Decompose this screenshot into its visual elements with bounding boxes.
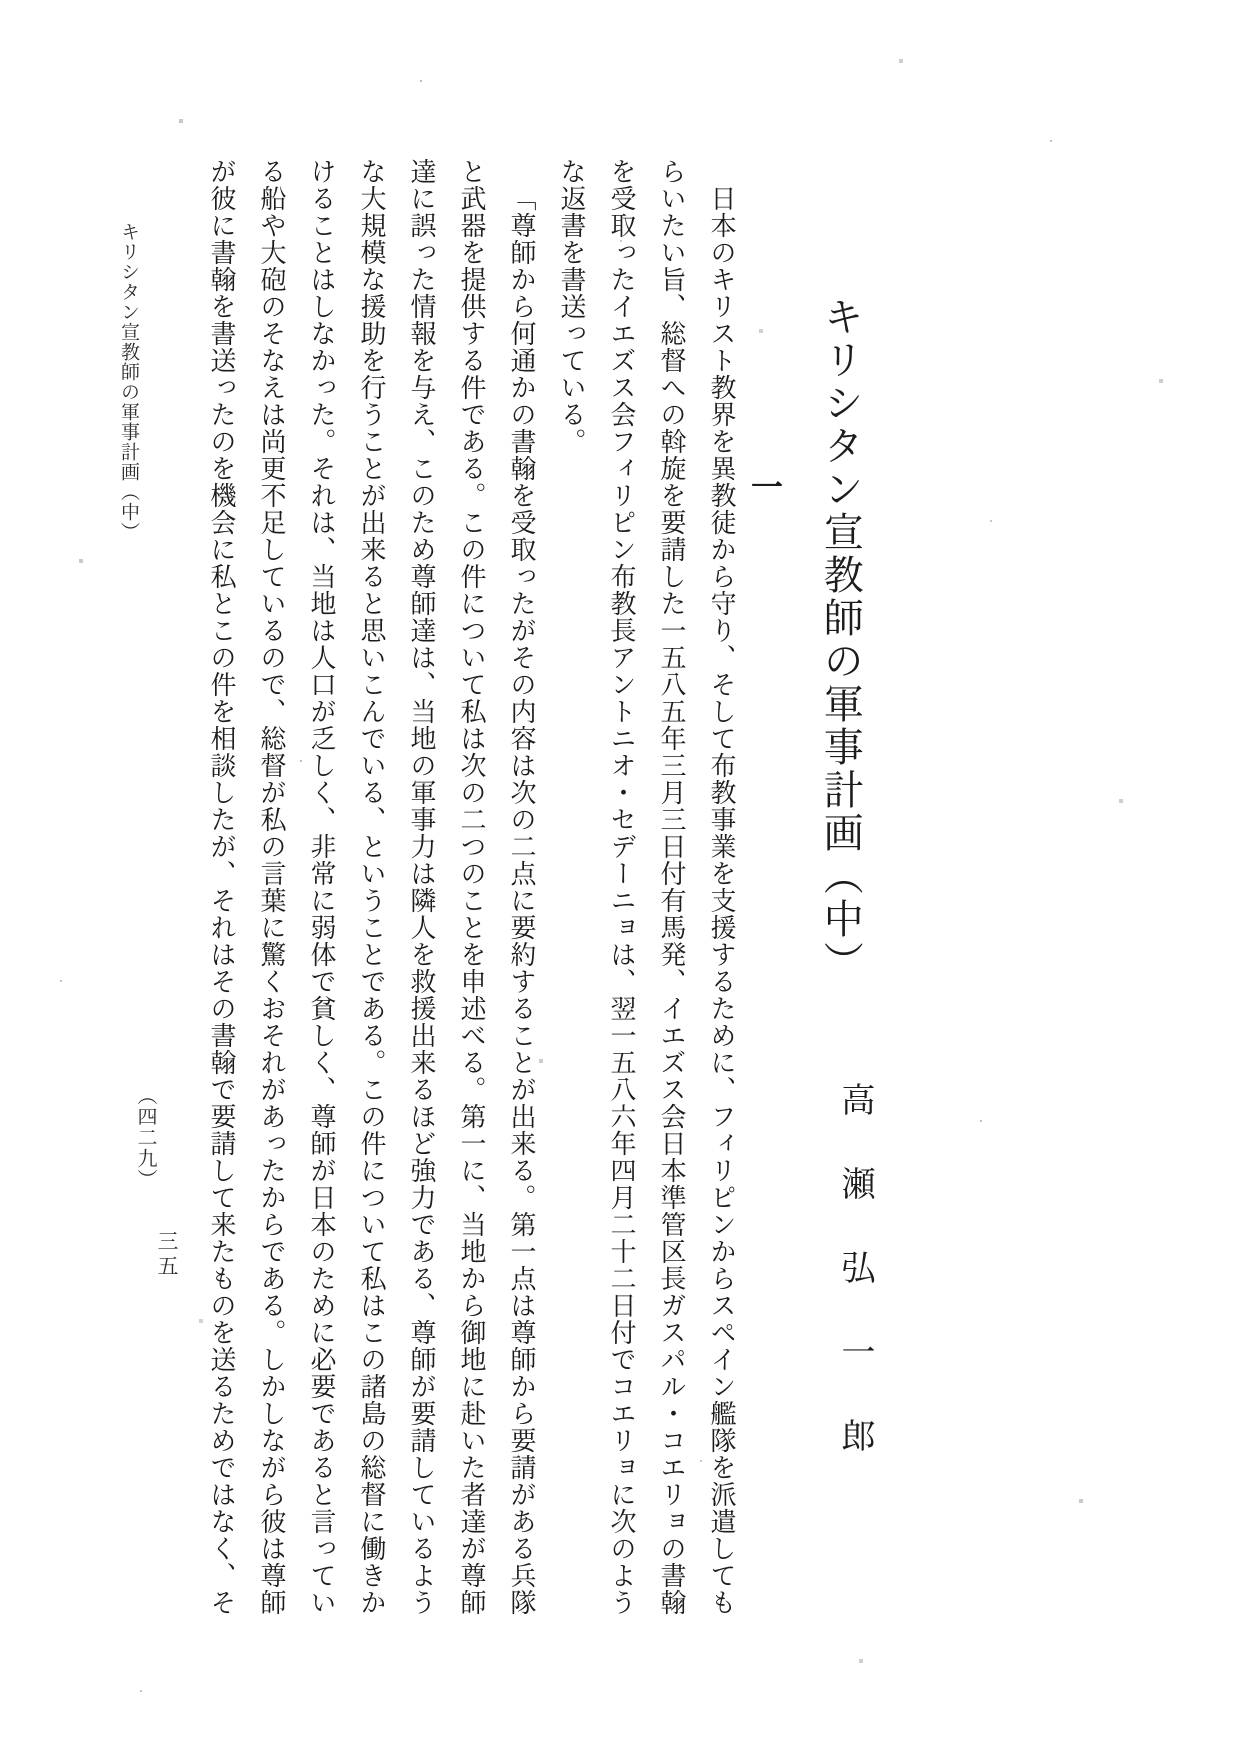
paragraph-quote: 「尊師から何通かの書翰を受取ったがその内容は次の二点に要約することが出来る。第一点は尊師から要請がある兵隊と武器を提供する件である。この件について私は次の二つのことを申述べる。第一に、当地から御地に赴いた者達が尊師達に誤った情報を与え、このため尊師達は、当地の軍事力は隣人を救援出来るほど強力である、尊師が要請しているような大規模な援助を行うことが出来ると思いこんでいる、ということである。この件について私はこの諸島の総督に働きかけることはしなかった。それは、当地は人口が乏しく、非常に弱体で貧しく、尊師が日本のために必要であると言っている船や大砲のそなえは尚更不足しているので、総督が私の言葉に驚くおそれがあったからである。しかしながら彼は尊師が彼に書翰を書送ったのを機会に私とこの件を相談したが、それはその書翰で要請して来たものを送るためではなく、そ [206, 158, 536, 1616]
page-number-issue: 三五 [155, 1230, 179, 1280]
scan-noise [0, 0, 2, 2]
page-number-series: （四二九） [134, 1085, 158, 1190]
section-number: 一 [746, 470, 784, 502]
article-body [196, 158, 746, 1616]
page-title: キリシタン宣教師の軍事計画（中） [817, 296, 864, 984]
author-name: 高瀬弘一郎 [835, 1082, 875, 1502]
paragraph-intro: 日本のキリスト教界を異教徒から守り、そして布教事業を支援するために、フィリピンからスペイン艦隊を派遣してもらいたい旨、総督への斡旋を要請した一五八五年三月三日付有馬発、イエズス会日本準管区長ガスパル・コエリョの書翰を受取ったイエズス会フィリピン布教長アントニオ・セデーニョは、翌一五八六年四月二十二日付でコエリョに次のような返書を書送っている。 [556, 158, 736, 1616]
running-title: キリシタン宣教師の軍事計画（中） [118, 222, 140, 542]
